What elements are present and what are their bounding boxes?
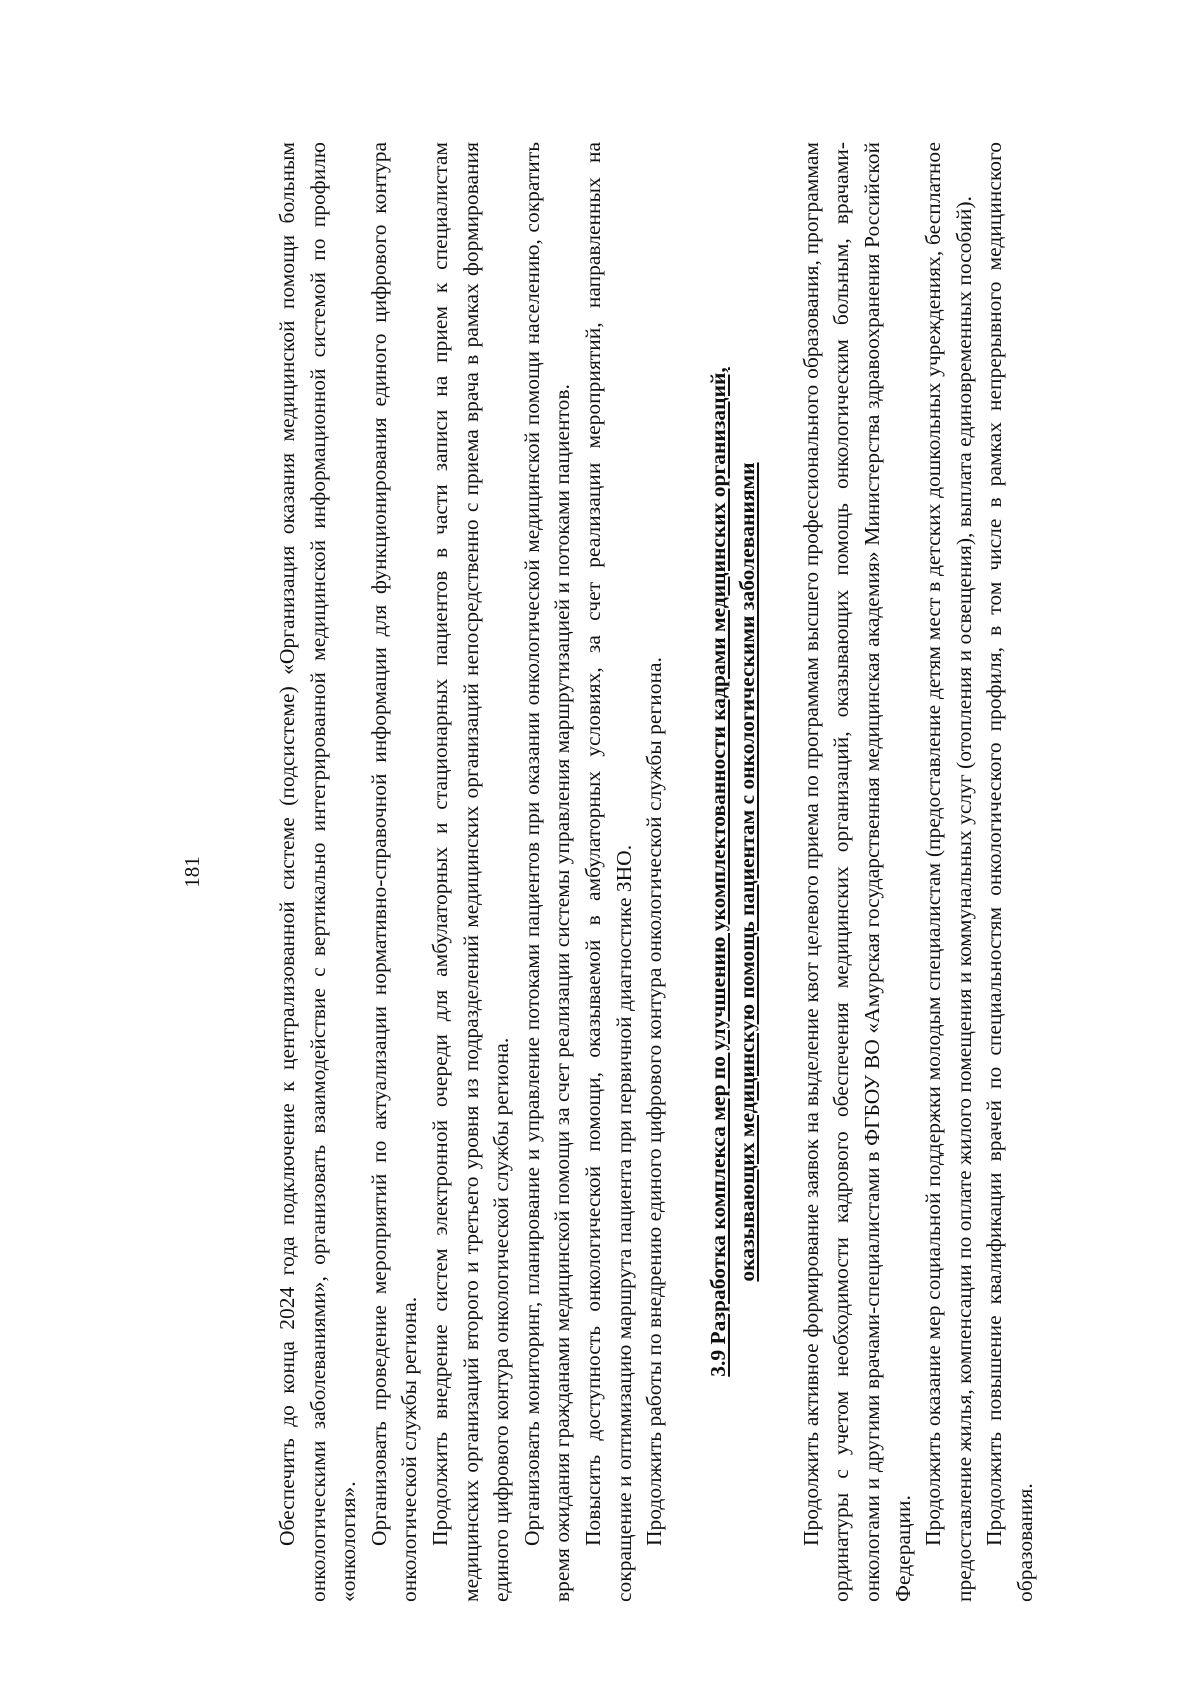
paragraph: Организовать проведение мероприятий по актуализации нормативно-справочной информации для функционирования единого цифрового контура онкологической службы региона. (366, 142, 422, 1602)
document-body (272, 142, 1040, 1602)
section-heading-line-2: оказывающих медицинскую помощь пациентам с онкологическими заболеваниями (734, 462, 759, 1282)
paragraph: Продолжить повышение квалификации врачей по специальностям онкологического профиля, в том числе в рамках непрерывного медицинского образования. (982, 142, 1037, 1602)
paragraph: Обеспечить до конца 2024 года подключение к централизованной системе (подсистеме) «Организация оказания медицинской помощи больным онкологическими заболеваниями», организовать взаимодействие с вертикально интегрированной медицинской информационной системой по профилю «онкология». (275, 142, 361, 1602)
paragraph: Продолжить оказание мер социальной поддержки молодым специалистам (предоставление детям мест в детских дошкольных учреждениях, бесплатное предоставление жилья, компенсации по оплате жилого помещения и коммунальных услуг (отопления и освещения), выплата единовременных пособий). (921, 142, 976, 1602)
section-heading-line-1: 3.9 Разработка комплекса мер по улучшению укомплектованности кадрами медицинских организаций, (705, 367, 730, 1377)
page-number: 181 (180, 856, 204, 888)
paragraph: Повысить доступность онкологической помощи, оказываемой в амбулаторных условиях, за счет реализации мероприятий, направленных на сокращение и оптимизацию маршрута пациента при первичной диагностике ЗНО. (580, 142, 636, 1602)
document-page (180, 142, 1037, 1602)
section-heading (704, 142, 762, 1602)
paragraph: Продолжить внедрение систем электронной очереди для амбулаторных и стационарных пациентов в части записи на прием к специалистам медицинских организаций второго и третьего уровня из подразделений медицинских организаций непосредственно с приема врача в рамках формирования единого цифрового контура онкологической службы региона. (427, 142, 514, 1602)
paragraph: Продолжить активное формирование заявок на выделение квот целевого приема по программам высшего профессионального образования, программам ординатуры с учетом необходимости кадрового обеспечения медицинских организаций, оказывающих помощь онкологическим больным, врачами-онкологами и другими врачами-специалистами в ФГБОУ ВО «Амурская государственная медицинская академия» Министерства здравоохранения Российской Федерации. (798, 142, 915, 1602)
paragraph: Продолжить работы по внедрению единого цифрового контура онкологической службы региона. (642, 657, 667, 1546)
paragraph: Организовать мониторинг, планирование и управление потоками пациентов при оказании онкологической медицинской помощи населению, сократить время ожидания гражданами медицинской помощи за счет реализации системы управления маршрутизацией и потоками пациентов. (519, 142, 575, 1602)
